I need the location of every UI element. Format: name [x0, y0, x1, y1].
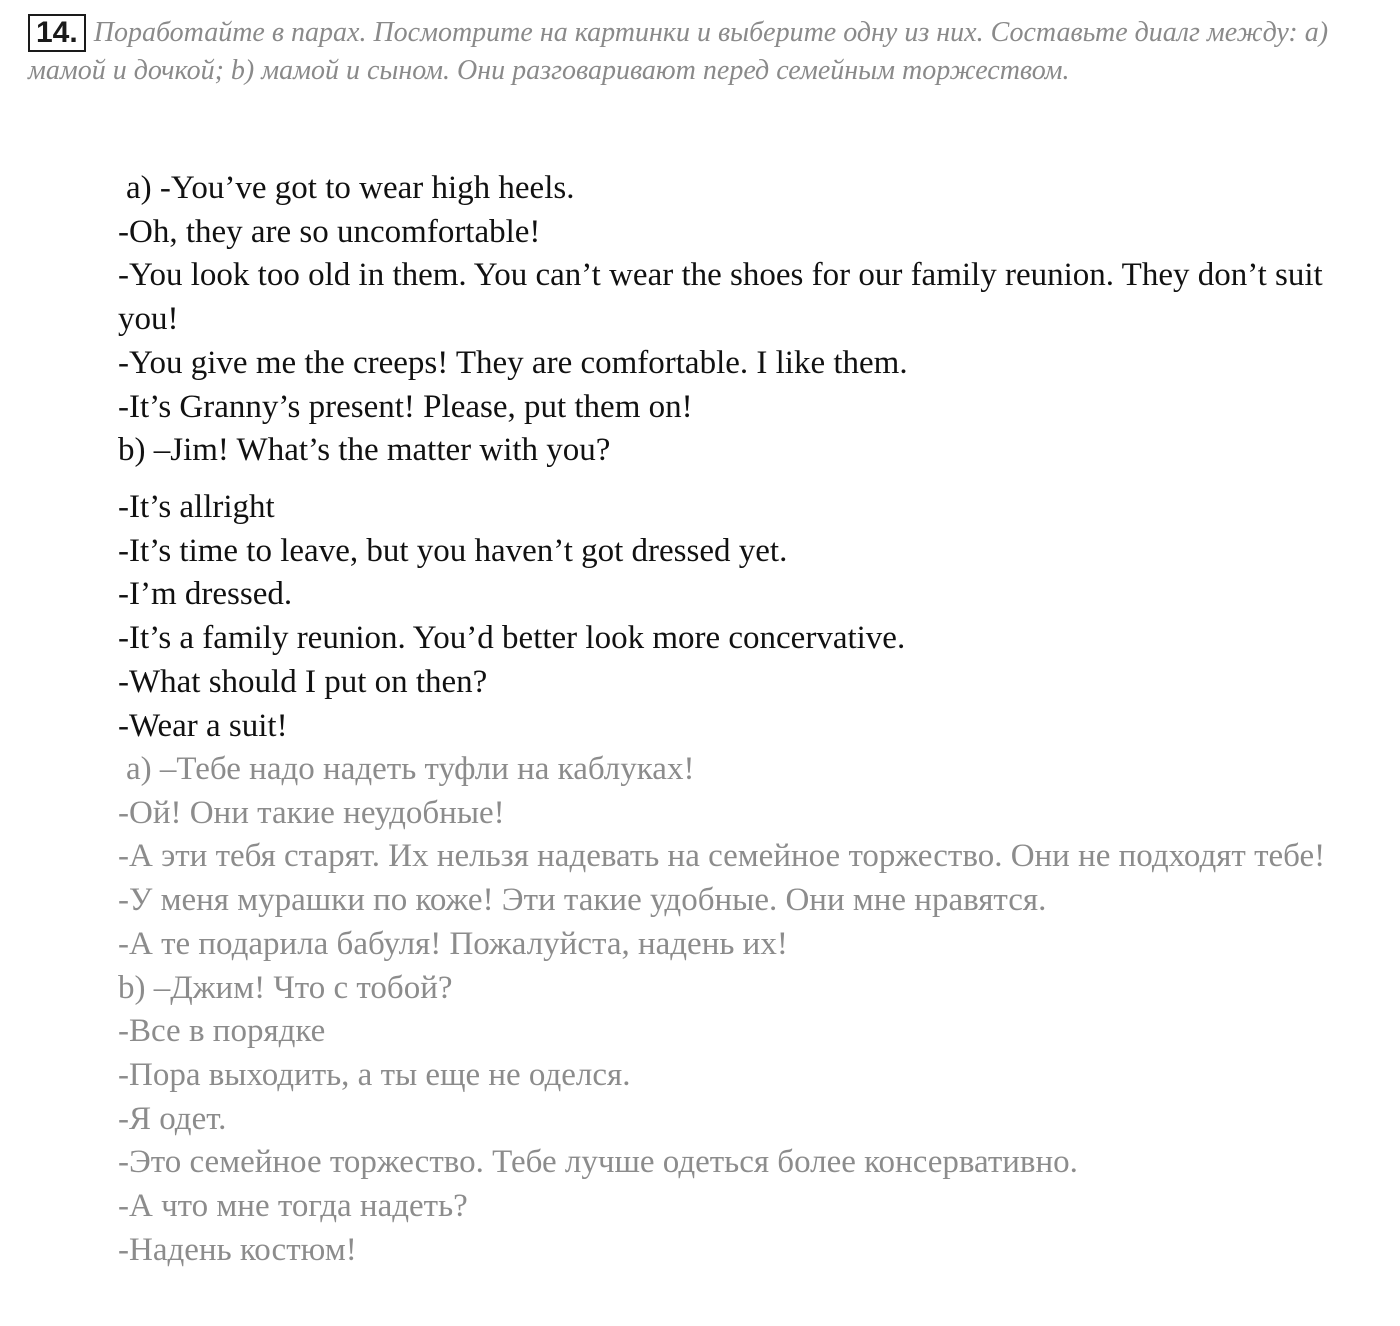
dialog-line: -Wear a suit!	[118, 707, 288, 744]
dialog-line: a) -You’ve got to wear high heels.	[126, 170, 575, 206]
translation-line: -Ой! Они такие неудобные!	[118, 794, 505, 831]
translation-line: -А эти тебя старят. Их нельзя надевать на семейное торжество. Они не подходят тебе!	[118, 838, 1326, 875]
translation-line: b) –Джим! Что с тобой?	[118, 969, 453, 1006]
task-number: 14.	[28, 14, 86, 52]
translation-line: -А те подарила бабуля! Пожалуйста, надень их!	[118, 925, 788, 962]
translation-line: a) –Тебе надо надеть туфли на каблуках!	[126, 751, 695, 787]
translation-line: -А что мне тогда надеть?	[118, 1188, 468, 1225]
russian-translation	[118, 748, 1388, 1272]
dialog-line: -You give me the creeps! They are comfortable. I like them.	[118, 344, 908, 381]
translation-line: -Пора выходить, а ты еще не оделся.	[118, 1056, 631, 1093]
dialog-line: -You look too old in them. You can’t wear the shoes for our family reunion. They don’t suit you!	[118, 257, 1323, 338]
dialog-line: b) –Jim! What’s the matter with you?	[118, 432, 611, 469]
translation-line: -Это семейное торжество. Тебе лучше одеться более консервативно.	[118, 1144, 1078, 1181]
translation-line: -Надень костюм!	[118, 1231, 357, 1268]
task-instruction: Поработайте в парах. Посмотрите на картинки и выберите одну из них. Составьте диалг между: а) мамой и дочкой; b) мамой и сыном. Они разговаривают перед семейным торжеством.	[28, 17, 1329, 86]
dialog-line: -Oh, they are so uncomfortable!	[118, 213, 541, 250]
dialog-line: -What should I put on then?	[118, 663, 488, 700]
dialog-line: -It’s a family reunion. You’d better look more concervative.	[118, 620, 906, 657]
translation-line: -Я одет.	[118, 1100, 227, 1137]
translation-line: -Все в порядке	[118, 1013, 326, 1050]
dialog-line: -It’s Granny’s present! Please, put them on!	[118, 388, 693, 425]
english-dialog-a	[118, 167, 1388, 473]
dialog-line: -It’s allright	[118, 489, 275, 525]
task-header	[28, 14, 1368, 90]
dialog-line: -I’m dressed.	[118, 576, 293, 613]
english-dialog-b	[118, 486, 1388, 748]
translation-line: -У меня мурашки по коже! Эти такие удобные. Они мне нравятся.	[118, 882, 1047, 919]
dialog-line: -It’s time to leave, but you haven’t got dressed yet.	[118, 532, 788, 569]
